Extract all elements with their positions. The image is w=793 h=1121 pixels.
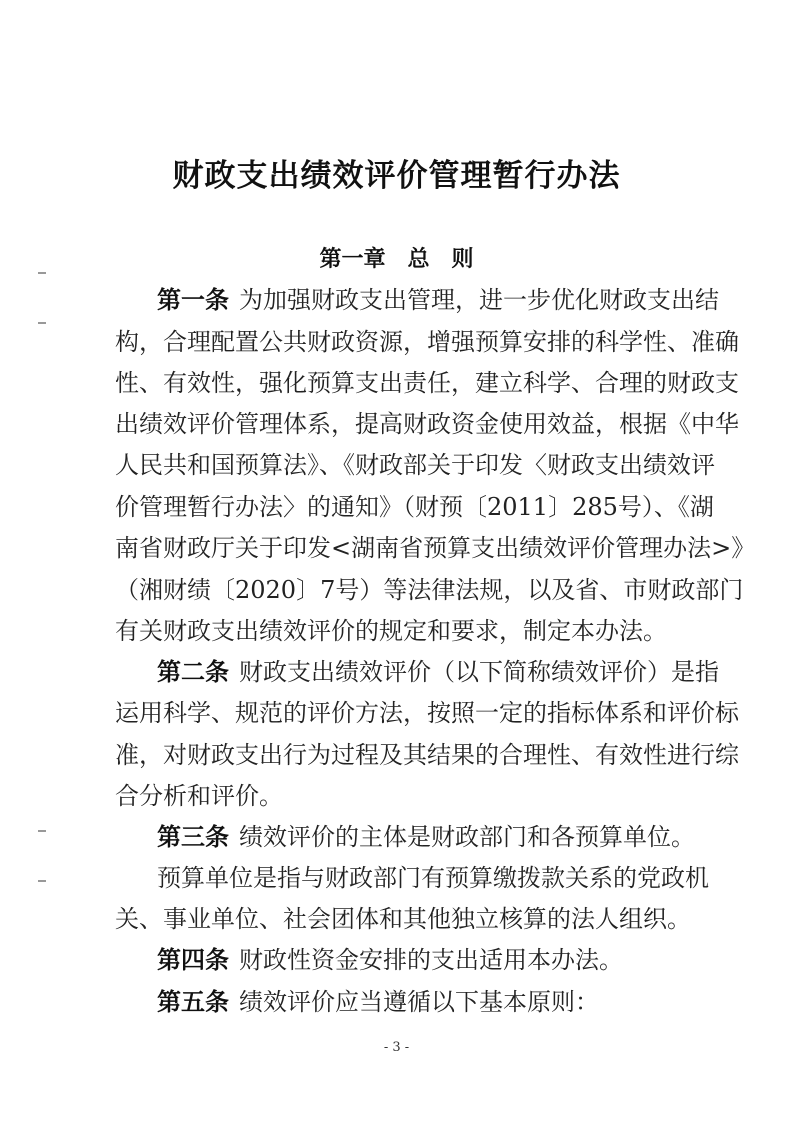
article-1-line: 南省财政厅关于印发<湖南省预算支出绩效评价管理办法>》 (115, 534, 756, 562)
scan-mark (38, 272, 46, 274)
article-label: 第一条 (157, 285, 229, 314)
article-4-line: 第四条 财政性资金安排的支出适用本办法。 (157, 945, 623, 974)
article-2-line: 准，对财政支出行为过程及其结果的合理性、有效性进行综 (115, 741, 739, 769)
article-label: 第三条 (157, 822, 229, 851)
article-2-line: 合分析和评价。 (115, 782, 283, 810)
paragraph-line: 关、事业单位、社会团体和其他独立核算的法人组织。 (115, 905, 691, 933)
article-1-line: 第一条 为加强财政支出管理，进一步优化财政支出结 (157, 285, 719, 314)
article-1-line: 性、有效性，强化预算支出责任，建立科学、合理的财政支 (115, 369, 739, 397)
article-1-line: （湘财绩〔2020〕7号）等法律法规，以及省、市财政部门 (115, 576, 744, 604)
article-5-line: 第五条 绩效评价应当遵循以下基本原则： (157, 987, 599, 1016)
article-label: 第五条 (157, 987, 229, 1016)
chapter-heading: 第一章 总 则 (319, 246, 474, 272)
paragraph-line: 预算单位是指与财政部门有预算缴拨款关系的党政机 (157, 864, 709, 892)
article-1-line: 价管理暂行办法〉的通知》（财预〔2011〕285号）、《湖 (115, 493, 714, 521)
article-2-line: 运用科学、规范的评价方法，按照一定的指标体系和评价标 (115, 699, 739, 727)
article-1-line: 有关财政支出绩效评价的规定和要求，制定本办法。 (115, 617, 667, 645)
article-1-line: 人民共和国预算法》、《财政部关于印发〈财政支出绩效评 (115, 451, 715, 479)
article-1-line: 构，合理配置公共财政资源，增强预算安排的科学性、准确 (115, 328, 739, 356)
article-2-line: 第二条 财政支出绩效评价（以下简称绩效评价）是指 (157, 657, 719, 686)
article-label: 第四条 (157, 945, 229, 974)
page-number: - 3 - (383, 1040, 410, 1055)
article-1-line: 出绩效评价管理体系，提高财政资金使用效益，根据《中华 (115, 410, 739, 438)
document-title: 财政支出绩效评价管理暂行办法 (172, 158, 621, 194)
article-label: 第二条 (157, 657, 229, 686)
scan-mark (38, 830, 46, 832)
scan-mark (38, 322, 46, 324)
scan-mark (38, 880, 46, 882)
article-3-line: 第三条 绩效评价的主体是财政部门和各预算单位。 (157, 822, 695, 851)
